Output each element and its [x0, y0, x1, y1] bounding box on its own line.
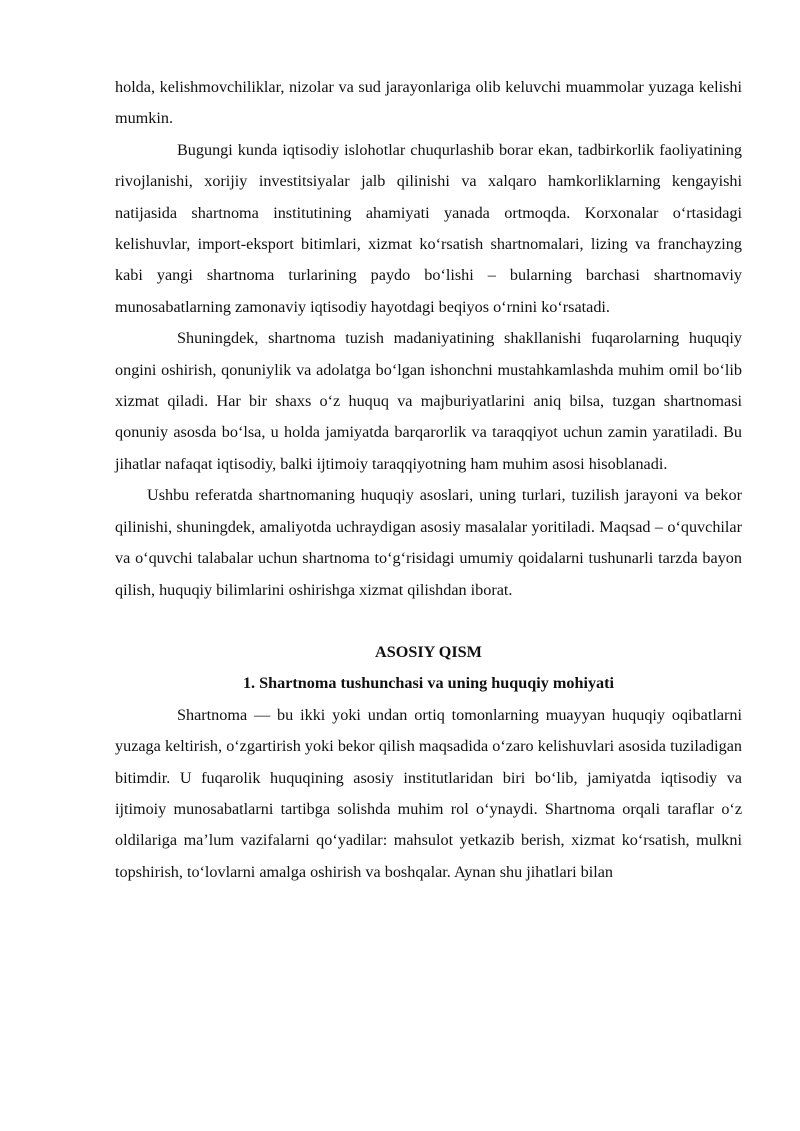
section-spacer — [115, 606, 742, 637]
paragraph-continuation: holda, kelishmovchiliklar, nizolar va sud jarayonlariga olib keluvchi muammolar yuzaga kelishi mumkin. — [115, 78, 742, 128]
paragraph-contract-culture: Shuningdek, shartnoma tuzish madaniyatining shakllanishi fuqarolarning huquqiy ongini oshirish, qonuniylik va adolatga bo‘lgan ishonchni mustahkamlashda muhim omil bo‘lib xizmat qiladi. Har bir shaxs o‘z huquq va majburiyatlarini aniq bilsa, tuzgan shartnomasi qonuniy asosda bo‘lsa, u holda jamiyatda barqarorlik va taraqqiyot uchun zamin yaratiladi. Bu jihatlar nafaqat iqtisodiy, balki ijtimoiy taraqqiyotning ham muhim asosi hisoblanadi. — [115, 329, 742, 473]
section-heading: ASOSIY QISM — [375, 642, 482, 661]
paragraph-referat-purpose: Ushbu referatda shartnomaning huquqiy asoslari, uning turlari, tuzilish jarayoni va bekor qilinishi, shuningdek, amaliyotda uchraydigan asosiy masalalar yoritiladi. Maqsad – o‘quvchilar va o‘quvchi talabalar uchun shartnoma to‘g‘risidagi umumiy qoidalarni tushunarli tarzda bayon qilish, huquqiy bilimlarini oshirishga xizmat qilishdan iborat. — [115, 486, 742, 599]
subsection-heading: 1. Shartnoma tushunchasi va uning huquqiy mohiyati — [242, 674, 615, 693]
document-page — [115, 72, 742, 888]
paragraph-contract-definition: Shartnoma — bu ikki yoki undan ortiq tomonlarning muayyan huquqiy oqibatlarni yuzaga keltirish, o‘zgartirish yoki bekor qilish maqsadida o‘zaro kelishuvlari asosida tuziladigan bitimdir. U fuqarolik huquqining asosiy institutlaridan biri bo‘lib, jamiyatda iqtisodiy va ijtimoiy munosabatlarni tartibga solishda muhim rol o‘ynaydi. Shartnoma orqali taraflar o‘z oldilariga ma’lum vazifalarni qo‘yadilar: mahsulot yetkazib berish, xizmat ko‘rsatish, mulkni topshirish, to‘lovlarni amalga oshirish va boshqalar. Aynan shu jihatlari bilan — [115, 705, 742, 881]
paragraph-economic-reforms: Bugungi kunda iqtisodiy islohotlar chuqurlashib borar ekan, tadbirkorlik faoliyatining rivojlanishi, xorijiy investitsiyalar jalb qilinishi va xalqaro hamkorliklarning kengayishi natijasida shartnoma institutining ahamiyati yanada ortmoqda. Korxonalar o‘rtasidagi kelishuvlar, import-eksport bitimlari, xizmat ko‘rsatish shartnomalari, lizing va franchayzing kabi yangi shartnoma turlarining paydo bo‘lishi – bularning barchasi shartnomaviy munosabatlarning zamonaviy iqtisodiy hayotdagi beqiyos o‘rnini ko‘rsatadi. — [115, 140, 742, 316]
